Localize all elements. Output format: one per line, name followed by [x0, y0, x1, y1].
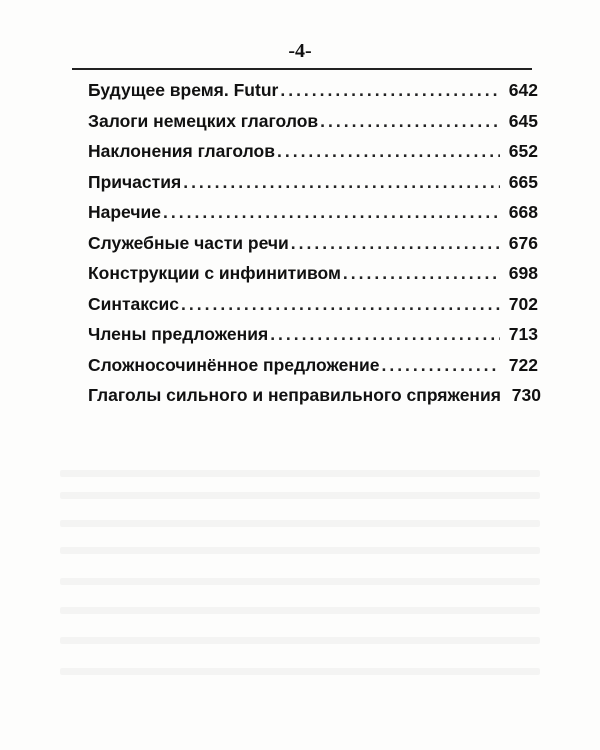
toc-entry-title: Глаголы сильного и неправильного спряжения — [88, 385, 501, 405]
toc-entry-page: 642 — [508, 80, 538, 100]
toc-entry-page: 730 — [511, 385, 541, 405]
toc-entry[interactable] — [88, 294, 538, 325]
toc-leader-dots — [163, 202, 500, 223]
show-through-line — [60, 607, 540, 614]
toc-leader-dots — [270, 324, 500, 345]
toc-entry-page: 665 — [508, 171, 538, 192]
toc-entry-page: 698 — [508, 263, 538, 283]
toc-entry-title: Синтаксис — [88, 293, 180, 314]
page-number: -4- — [288, 40, 312, 62]
show-through-line — [60, 520, 540, 527]
toc-leader-dots — [280, 80, 500, 101]
toc-entry-title: Сложносочинённое предложение — [88, 354, 380, 375]
toc-entry[interactable] — [88, 111, 538, 142]
toc-entry[interactable] — [88, 202, 538, 233]
toc-leader-dots — [181, 294, 500, 315]
header-rule — [72, 68, 532, 70]
show-through-line — [60, 637, 540, 644]
show-through-line — [60, 470, 540, 477]
toc-entry-page: 722 — [508, 354, 538, 375]
toc-entry-title: Служебные части речи — [88, 232, 289, 253]
toc-entry[interactable] — [88, 324, 538, 355]
toc-entry-title: Залоги немецких глаголов — [88, 110, 319, 131]
table-of-contents — [88, 80, 541, 416]
show-through-line — [60, 668, 540, 675]
toc-entry-title: Будущее время. Futur — [88, 80, 279, 100]
toc-leader-dots — [320, 111, 500, 132]
toc-entry[interactable] — [88, 172, 538, 203]
toc-entry-title: Члены предложения — [88, 324, 269, 344]
toc-entry[interactable] — [88, 141, 538, 172]
toc-entry-page: 668 — [508, 202, 538, 222]
toc-entry[interactable] — [88, 385, 541, 416]
show-through-line — [60, 492, 540, 499]
toc-entry-page: 702 — [508, 293, 538, 314]
toc-entry[interactable] — [88, 80, 538, 111]
toc-leader-dots — [183, 172, 500, 193]
show-through-line — [60, 578, 540, 585]
toc-entry[interactable] — [88, 263, 538, 294]
toc-entry-title: Причастия — [88, 171, 182, 192]
toc-entry-page: 652 — [508, 141, 538, 161]
toc-entry[interactable] — [88, 355, 538, 386]
toc-leader-dots — [291, 233, 500, 254]
toc-entry-page: 676 — [508, 232, 538, 253]
toc-entry[interactable] — [88, 233, 538, 264]
toc-leader-dots — [343, 263, 500, 284]
toc-entry-page: 645 — [508, 110, 538, 131]
toc-entry-title: Наречие — [88, 202, 162, 222]
toc-entry-title: Конструкции с инфинитивом — [88, 263, 341, 283]
toc-entry-title: Наклонения глаголов — [88, 141, 275, 161]
show-through-line — [60, 547, 540, 554]
toc-leader-dots — [381, 355, 500, 376]
toc-entry-page: 713 — [508, 324, 538, 344]
toc-leader-dots — [277, 141, 500, 162]
